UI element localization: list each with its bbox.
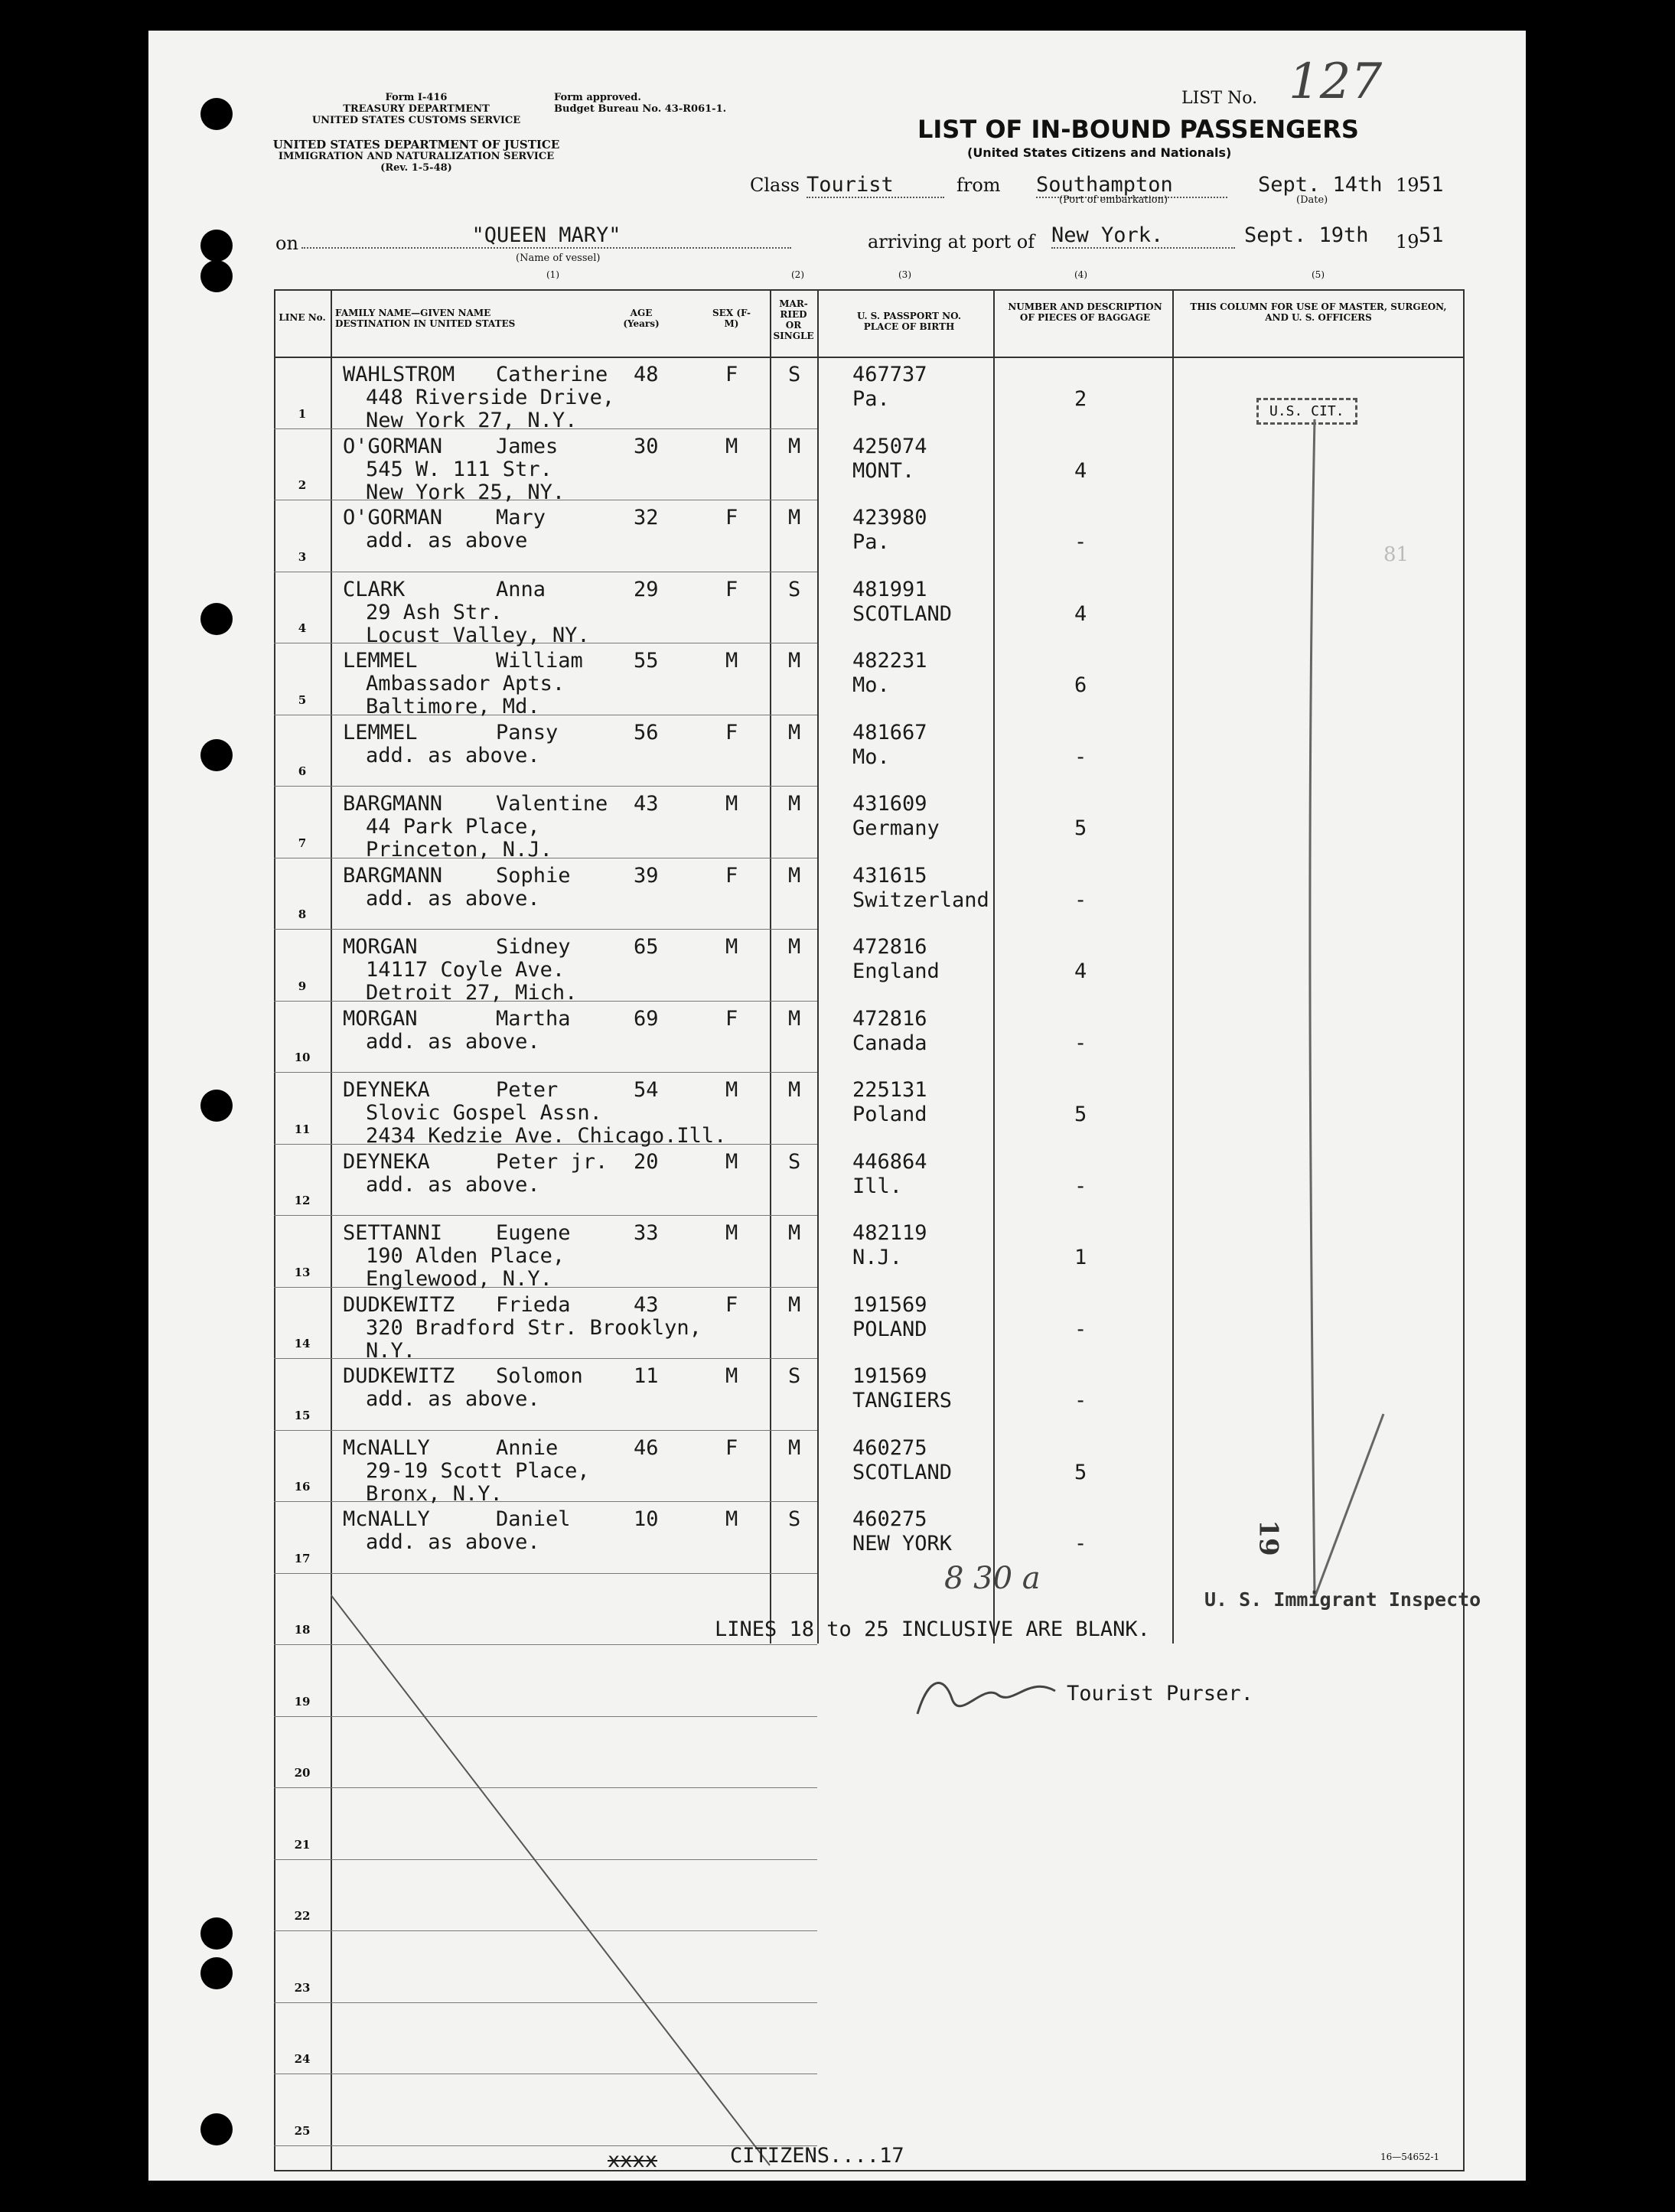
passenger-given-name: Peter jr. bbox=[496, 1149, 608, 1174]
place-of-birth: Mo. bbox=[852, 673, 890, 697]
line-number: 14 bbox=[294, 1337, 311, 1350]
col-header-sex: SEX (F-M) bbox=[712, 308, 751, 329]
passenger-age: 39 bbox=[634, 863, 659, 888]
passenger-sex: F bbox=[725, 577, 738, 601]
passenger-sex: F bbox=[725, 863, 738, 888]
row-line bbox=[274, 1358, 817, 1359]
embarkation-date: Sept. 14th bbox=[1258, 173, 1383, 197]
passenger-marital-status: S bbox=[788, 577, 801, 601]
passenger-marital-status: S bbox=[788, 363, 801, 386]
passport-number: 481991 bbox=[852, 577, 927, 601]
passenger-address-2: N.Y. bbox=[366, 1338, 416, 1363]
form-subtitle: (United States Citizens and Nationals) bbox=[967, 145, 1232, 160]
passenger-surname: DUDKEWITZ bbox=[343, 1364, 455, 1388]
passenger-marital-status: M bbox=[788, 1221, 801, 1245]
revision: (Rev. 1-5-48) bbox=[380, 162, 452, 174]
passenger-given-name: Eugene bbox=[496, 1221, 571, 1245]
passenger-given-name: Annie bbox=[496, 1435, 559, 1460]
passenger-address-2: Englewood, N.Y. bbox=[366, 1267, 552, 1291]
baggage-count: - bbox=[1074, 1031, 1087, 1055]
blank-lines-note: LINES 18 to 25 INCLUSIVE ARE BLANK. bbox=[715, 1617, 1150, 1641]
binder-hole bbox=[200, 1957, 233, 1989]
passenger-address-1: Ambassador Apts. bbox=[366, 672, 565, 696]
passenger-age: 29 bbox=[634, 577, 659, 601]
passenger-surname: McNALLY bbox=[343, 1507, 430, 1531]
line-number: 23 bbox=[294, 1980, 311, 1995]
form-title: LIST OF IN-BOUND PASSENGERS bbox=[917, 115, 1359, 144]
passenger-surname: WAHLSTROM bbox=[343, 363, 455, 386]
passenger-sex: F bbox=[725, 720, 738, 744]
passenger-surname: DUDKEWITZ bbox=[343, 1292, 455, 1317]
passenger-sex: M bbox=[725, 1149, 738, 1174]
margin-number: 81 bbox=[1383, 543, 1409, 566]
passenger-given-name: Martha bbox=[496, 1006, 571, 1031]
passenger-address-1: 14117 Coyle Ave. bbox=[366, 958, 565, 982]
place-of-birth: Pa. bbox=[852, 387, 890, 411]
passenger-surname: BARGMANN bbox=[343, 863, 443, 888]
place-of-birth: POLAND bbox=[852, 1317, 927, 1341]
line-number: 17 bbox=[294, 1551, 311, 1565]
passenger-address-1: add. as above. bbox=[366, 886, 540, 911]
col-header-age: AGE (Years) bbox=[623, 308, 660, 329]
passenger-address-1: 29 Ash Str. bbox=[366, 600, 503, 624]
row-line bbox=[274, 1501, 817, 1502]
passenger-address-2: Princeton, N.J. bbox=[366, 838, 552, 862]
citizens-struck: xxxx bbox=[608, 2148, 658, 2172]
passport-number: 482231 bbox=[852, 649, 927, 673]
binder-hole bbox=[200, 230, 233, 262]
passenger-given-name: Sidney bbox=[496, 935, 571, 959]
baggage-count: 2 bbox=[1074, 387, 1087, 411]
passenger-surname: MORGAN bbox=[343, 1006, 418, 1031]
place-of-birth: NEW YORK bbox=[852, 1532, 953, 1556]
passport-number: 481667 bbox=[852, 720, 927, 744]
binder-hole bbox=[200, 260, 233, 292]
form-header-treasury bbox=[301, 92, 531, 126]
passenger-given-name: Anna bbox=[496, 577, 546, 601]
justice-dept: UNITED STATES DEPARTMENT OF JUSTICE bbox=[272, 138, 560, 151]
passenger-address-1: 190 Alden Place, bbox=[366, 1244, 565, 1268]
passenger-sex: F bbox=[725, 1292, 738, 1317]
passenger-marital-status: M bbox=[788, 1435, 801, 1460]
line-number: 8 bbox=[298, 907, 307, 921]
passenger-sex: M bbox=[725, 1364, 738, 1388]
passenger-sex: F bbox=[725, 506, 738, 529]
row-line bbox=[274, 1215, 817, 1216]
row-line bbox=[274, 786, 817, 787]
passenger-given-name: Daniel bbox=[496, 1507, 571, 1531]
passenger-sex: M bbox=[725, 792, 738, 816]
line-number: 24 bbox=[294, 2052, 311, 2066]
passenger-address-1: add. as above. bbox=[366, 1029, 540, 1054]
form-number: Form I-416 bbox=[385, 92, 448, 103]
baggage-count: - bbox=[1074, 1174, 1087, 1198]
arrival-port: New York. bbox=[1051, 223, 1235, 249]
line-number: 22 bbox=[294, 1909, 311, 1923]
row-line bbox=[274, 1430, 817, 1431]
class-value: Tourist bbox=[807, 173, 944, 198]
passenger-surname: LEMMEL bbox=[343, 649, 418, 673]
passenger-surname: O'GORMAN bbox=[343, 434, 443, 458]
place-of-birth: TANGIERS bbox=[852, 1389, 953, 1412]
line-number: 12 bbox=[294, 1194, 311, 1207]
binder-hole bbox=[200, 1090, 233, 1122]
place-of-birth: SCOTLAND bbox=[852, 1460, 953, 1484]
passenger-surname: DEYNEKA bbox=[343, 1149, 430, 1174]
baggage-count: - bbox=[1074, 1389, 1087, 1412]
line-number: 11 bbox=[294, 1122, 311, 1136]
passenger-address-1: add. as above bbox=[366, 529, 528, 552]
passenger-given-name: Mary bbox=[496, 506, 546, 529]
passenger-marital-status: M bbox=[788, 863, 801, 888]
passenger-marital-status: M bbox=[788, 434, 801, 458]
passenger-sex: M bbox=[725, 1221, 738, 1245]
vessel-name: "QUEEN MARY" bbox=[301, 223, 791, 249]
col-header-line: LINE No. bbox=[279, 312, 326, 323]
passenger-surname: LEMMEL bbox=[343, 720, 418, 744]
passenger-age: 54 bbox=[634, 1078, 659, 1102]
passenger-given-name: Sophie bbox=[496, 863, 571, 888]
line-number: 19 bbox=[294, 1694, 311, 1709]
passenger-address-1: 29-19 Scott Place, bbox=[366, 1458, 590, 1483]
citizens-total: CITIZENS....17 bbox=[730, 2144, 904, 2168]
passenger-age: 10 bbox=[634, 1507, 659, 1531]
line-number: 1 bbox=[298, 406, 307, 421]
list-number: 127 bbox=[1289, 54, 1383, 110]
line-number: 15 bbox=[294, 1408, 311, 1422]
baggage-count: 5 bbox=[1074, 1460, 1087, 1484]
port-of-embarkation: Southampton bbox=[1036, 173, 1227, 198]
place-of-birth: Switzerland bbox=[852, 888, 989, 912]
passport-number: 446864 bbox=[852, 1149, 927, 1174]
baggage-count: 5 bbox=[1074, 816, 1087, 840]
binder-hole bbox=[200, 1917, 233, 1950]
passport-number: 431615 bbox=[852, 863, 927, 888]
passenger-surname: SETTANNI bbox=[343, 1221, 443, 1245]
place-of-birth: Pa. bbox=[852, 530, 890, 554]
side-number: 19 bbox=[1253, 1520, 1284, 1556]
binder-hole bbox=[200, 98, 233, 130]
passenger-marital-status: S bbox=[788, 1149, 801, 1174]
passenger-address-2: Baltimore, Md. bbox=[366, 695, 540, 718]
line-number: 3 bbox=[298, 549, 307, 564]
arrival-year: 51 bbox=[1419, 223, 1444, 247]
place-of-birth: Ill. bbox=[852, 1174, 903, 1198]
passenger-sex: M bbox=[725, 1078, 738, 1102]
time-note: 8 30 a bbox=[944, 1561, 1041, 1596]
on-label: on bbox=[275, 233, 298, 254]
blank-lines-diagonal bbox=[331, 1595, 774, 2170]
passenger-given-name: Catherine bbox=[496, 363, 608, 386]
passenger-marital-status: S bbox=[788, 1364, 801, 1388]
passenger-age: 11 bbox=[634, 1364, 659, 1388]
place-of-birth: Canada bbox=[852, 1031, 927, 1055]
passenger-address-1: 44 Park Place, bbox=[366, 815, 540, 839]
baggage-count: 6 bbox=[1074, 673, 1087, 697]
passenger-given-name: Valentine bbox=[496, 792, 608, 816]
passenger-marital-status: M bbox=[788, 1006, 801, 1031]
col-header-baggage: NUMBER AND DESCRIPTION OF PIECES OF BAGGAGE bbox=[1008, 301, 1162, 323]
place-of-birth: SCOTLAND bbox=[852, 601, 953, 626]
binder-hole bbox=[200, 603, 233, 635]
inspector-check-line bbox=[1299, 419, 1452, 1613]
purser-signature bbox=[914, 1668, 1059, 1722]
passenger-given-name: James bbox=[496, 434, 559, 458]
treasury-dept: TREASURY DEPARTMENT bbox=[343, 103, 490, 115]
passport-number: 423980 bbox=[852, 506, 927, 529]
passenger-given-name: Peter bbox=[496, 1078, 559, 1102]
passport-number: 225131 bbox=[852, 1078, 927, 1102]
passenger-address-2: 2434 Kedzie Ave. Chicago.Ill. bbox=[366, 1124, 727, 1148]
passenger-age: 46 bbox=[634, 1435, 659, 1460]
row-line bbox=[274, 929, 817, 930]
passenger-sex: M bbox=[725, 649, 738, 673]
arrival-date: Sept. 19th bbox=[1244, 223, 1369, 247]
line-number: 25 bbox=[294, 2123, 311, 2138]
passenger-address-1: add. as above. bbox=[366, 1387, 540, 1411]
passenger-marital-status: M bbox=[788, 792, 801, 816]
baggage-count: 4 bbox=[1074, 601, 1087, 626]
place-of-birth: England bbox=[852, 959, 940, 983]
passport-number: 482119 bbox=[852, 1221, 927, 1245]
line-number: 6 bbox=[298, 764, 307, 778]
baggage-count: - bbox=[1074, 888, 1087, 912]
passport-number: 472816 bbox=[852, 1006, 927, 1031]
place-of-birth: Germany bbox=[852, 816, 940, 840]
passenger-surname: BARGMANN bbox=[343, 792, 443, 816]
line-number: 18 bbox=[294, 1623, 311, 1637]
passenger-address-1: add. as above. bbox=[366, 1172, 540, 1197]
passenger-marital-status: S bbox=[788, 1507, 801, 1531]
binder-hole bbox=[200, 2113, 233, 2145]
col-header-name: FAMILY NAME—GIVEN NAME DESTINATION IN UNITED STATES bbox=[335, 308, 516, 329]
passenger-address-2: Bronx, N.Y. bbox=[366, 1481, 503, 1506]
line-number: 2 bbox=[298, 478, 307, 492]
passenger-surname: MORGAN bbox=[343, 935, 418, 959]
passenger-age: 30 bbox=[634, 434, 659, 458]
passenger-surname: CLARK bbox=[343, 577, 406, 601]
col-header-married: MAR-RIED OR SINGLE bbox=[773, 298, 814, 341]
passenger-age: 55 bbox=[634, 649, 659, 673]
passenger-address-1: Slovic Gospel Assn. bbox=[366, 1101, 602, 1125]
line-number: 10 bbox=[294, 1051, 311, 1064]
line-number: 4 bbox=[298, 621, 307, 635]
passenger-marital-status: M bbox=[788, 935, 801, 959]
passenger-sex: M bbox=[725, 935, 738, 959]
form-approval: Form approved. Budget Bureau No. 43-R061-1. bbox=[554, 92, 727, 115]
passenger-age: 56 bbox=[634, 720, 659, 744]
passenger-address-1: 320 Bradford Str. Brooklyn, bbox=[366, 1315, 702, 1340]
passenger-age: 69 bbox=[634, 1006, 659, 1031]
passenger-surname: McNALLY bbox=[343, 1435, 430, 1460]
baggage-count: - bbox=[1074, 1532, 1087, 1556]
passport-number: 425074 bbox=[852, 434, 927, 458]
passenger-given-name: Pansy bbox=[496, 720, 559, 744]
passenger-surname: DEYNEKA bbox=[343, 1078, 430, 1102]
passenger-address-1: add. as above. bbox=[366, 743, 540, 767]
baggage-count: 4 bbox=[1074, 959, 1087, 983]
baggage-count: 1 bbox=[1074, 1246, 1087, 1269]
ins-service: IMMIGRATION AND NATURALIZATION SERVICE bbox=[278, 151, 555, 162]
passenger-address-1: 448 Riverside Drive, bbox=[366, 386, 615, 409]
passport-number: 431609 bbox=[852, 792, 927, 816]
place-of-birth: Poland bbox=[852, 1103, 927, 1126]
line-number: 16 bbox=[294, 1480, 311, 1494]
line-number: 5 bbox=[298, 692, 307, 707]
line-number: 21 bbox=[294, 1837, 311, 1852]
passenger-table bbox=[274, 289, 1465, 2171]
line-number: 13 bbox=[294, 1265, 311, 1279]
passenger-address-2: New York 27, N.Y. bbox=[366, 409, 578, 432]
citizen-stamp: U.S. CIT. bbox=[1256, 398, 1357, 425]
passenger-marital-status: M bbox=[788, 649, 801, 673]
binder-hole bbox=[200, 739, 233, 771]
passport-number: 472816 bbox=[852, 935, 927, 959]
passenger-given-name: Frieda bbox=[496, 1292, 571, 1317]
passenger-marital-status: M bbox=[788, 506, 801, 529]
passenger-list-form: Form I-416 TREASURY DEPARTMENT UNITED STATES CUSTOMS SERVICE Form approved. Budget Bureau No. 43-R061-1. UNITED STATES DEPARTMENT OF JUSTICE IMMIGRATION AND NATURALIZATION SERVICE (Rev. 1-5-48) LIST No. 127 LIST OF IN-BOUND PASSENGERS (United States Citizens and Nationals) Class Tourist from Southampton (Port of embarkation) Sept. 14th 19 51 (Date) on "QUEEN MARY" (Name of vessel) arriving at port of New York. Sept. 19th 19 51 (1) (2) (3) (4) (5) LINE No. FAMILY NAME—GIVEN NAME DESTINATION IN UNITED STATES AGE (Years) SEX (F-M) MAR-RIED OR SINGLE U. S. PASSPORT NO. PLACE OF BIRTH NUMBER AND DESCRIPTION OF PIECES OF BAGGAGE THIS COLUMN FOR USE OF MASTER, SURGEON, AND U. S. OFFICERS 1 2 3 4 5 6 7 8 9 10 11 12 13 14 15 16 17 18 19 20 21 22 23 24 25 WAHLSTROM Catherine 448 Riverside Drive, New York 27, N.Y. 48 F S 467737 Pa. 2 O'GORMAN James 545 W. 111 Str. New York 25, NY. 30 M M 425074 MONT. 4 O'GORMAN Mary add. as above 32 F M 423980 Pa. - CLARK Anna 29 Ash Str. Locust Valley, NY. 29 F S 481991 SCOTLAND 4 LEMMEL William Ambassador Apts. Baltimore, Md. 55 M M 482231 Mo. 6 LEMMEL Pansy add. as above. 56 F M 481667 Mo. - BARGMANN Valentine 44 Park Place, Princeton, N.J. 43 M M 431609 Germany 5 BARGMANN Sophie add. as above. 39 F M 431615 Switzerland - MORGAN Sidney 14117 Coyle Ave. Detroit 27, Mich. 65 M M 472816 England 4 MORGAN Martha add. as above. 69 F M 472816 Canada - DEYNEKA Peter Slovic Gospel Assn. 2434 Kedzie Ave. Chicago.Ill. 54 M M 225131 Poland 5 DEYNEKA Peter jr. add. as above. 20 M S 446864 Ill. - SETTANNI Eugene 190 Alden Place, Englewood, N.Y. 33 M M 482119 N.J. 1 DUDKEWITZ Frieda 320 Bradford Str. Brooklyn, N.Y. 43 F M 191569 POLAND - DUDKEWITZ Solomon add. as above. 11 M S 191569 TANGIERS - McNALLY Annie 29-19 Scott Place, Bronx, N.Y. 46 F M 460275 SCOTLAND 5 McNALLY Daniel add. as above. 10 M S 460275 NEW YORK - U.S. CIT. 81 8 30 a U. S. Immigrant Inspecto LINES 18 to 25 INCLUSIVE ARE BLANK. Tourist Purser. 19 xxxx CITIZENS....17 16—54652-1 bbox=[148, 31, 1526, 2181]
passenger-sex: F bbox=[725, 363, 738, 386]
baggage-count: 4 bbox=[1074, 458, 1087, 483]
passenger-address-1: add. as above. bbox=[366, 1530, 540, 1554]
place-of-birth: N.J. bbox=[852, 1246, 903, 1269]
passenger-age: 43 bbox=[634, 1292, 659, 1317]
passenger-address-2: New York 25, NY. bbox=[366, 480, 565, 504]
line-number: 9 bbox=[298, 979, 307, 993]
passenger-surname: O'GORMAN bbox=[343, 506, 443, 529]
passenger-age: 32 bbox=[634, 506, 659, 529]
passenger-sex: M bbox=[725, 434, 738, 458]
passenger-age: 43 bbox=[634, 792, 659, 816]
line-number: 7 bbox=[298, 836, 307, 850]
row-line bbox=[274, 1573, 817, 1574]
passenger-address-2: Detroit 27, Mich. bbox=[366, 981, 578, 1005]
passenger-sex: F bbox=[725, 1006, 738, 1031]
form-header-justice bbox=[263, 139, 569, 174]
passenger-age: 65 bbox=[634, 935, 659, 959]
purser-label: Tourist Purser. bbox=[1067, 1682, 1253, 1705]
form-code: 16—54652-1 bbox=[1380, 2152, 1440, 2162]
passenger-given-name: William bbox=[496, 649, 583, 673]
passenger-marital-status: M bbox=[788, 720, 801, 744]
list-number-label: LIST No. bbox=[1181, 89, 1258, 108]
passport-number: 467737 bbox=[852, 363, 927, 386]
passenger-sex: F bbox=[725, 1435, 738, 1460]
col-header-officers: THIS COLUMN FOR USE OF MASTER, SURGEON, AND U. S. OFFICERS bbox=[1190, 301, 1447, 323]
passenger-given-name: Solomon bbox=[496, 1364, 583, 1388]
passport-number: 460275 bbox=[852, 1435, 927, 1460]
col-header-passport: U. S. PASSPORT NO. PLACE OF BIRTH bbox=[856, 311, 962, 332]
passport-number: 460275 bbox=[852, 1507, 927, 1531]
passport-number: 191569 bbox=[852, 1292, 927, 1317]
passenger-age: 20 bbox=[634, 1149, 659, 1174]
passenger-sex: M bbox=[725, 1507, 738, 1531]
line-number: 20 bbox=[294, 1766, 311, 1780]
baggage-count: - bbox=[1074, 530, 1087, 554]
passenger-address-1: 545 W. 111 Str. bbox=[366, 457, 552, 481]
passport-number: 191569 bbox=[852, 1364, 927, 1388]
customs-service: UNITED STATES CUSTOMS SERVICE bbox=[311, 115, 521, 126]
class-label: Class bbox=[750, 174, 800, 196]
passenger-age: 48 bbox=[634, 363, 659, 386]
place-of-birth: Mo. bbox=[852, 744, 890, 769]
passenger-age: 33 bbox=[634, 1221, 659, 1245]
inspector-label: U. S. Immigrant Inspecto bbox=[1204, 1588, 1481, 1611]
arriving-label: arriving at port of bbox=[868, 231, 1035, 252]
passenger-marital-status: M bbox=[788, 1078, 801, 1102]
from-label: from bbox=[956, 174, 1001, 196]
place-of-birth: MONT. bbox=[852, 458, 915, 483]
embarkation-year: 51 bbox=[1419, 173, 1444, 197]
baggage-count: - bbox=[1074, 744, 1087, 769]
row-line bbox=[274, 1072, 817, 1073]
passenger-marital-status: M bbox=[788, 1292, 801, 1317]
baggage-count: 5 bbox=[1074, 1103, 1087, 1126]
baggage-count: - bbox=[1074, 1317, 1087, 1341]
passenger-address-2: Locust Valley, NY. bbox=[366, 623, 590, 647]
